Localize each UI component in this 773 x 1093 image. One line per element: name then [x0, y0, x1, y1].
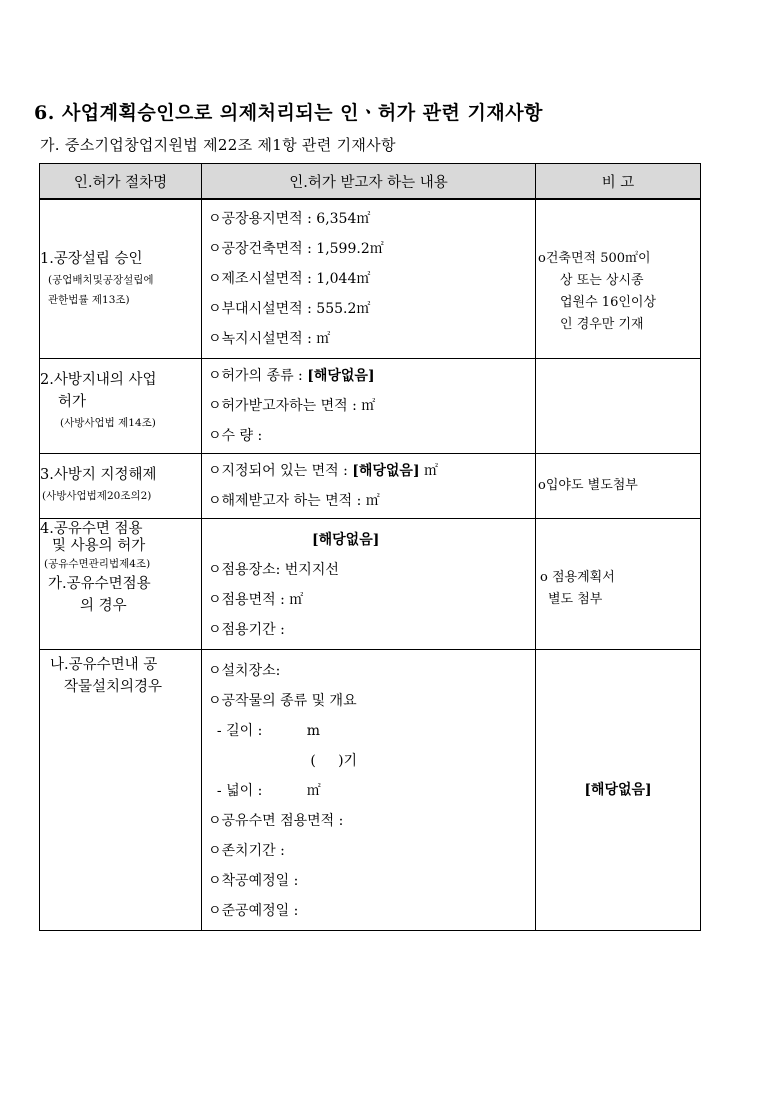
content-item	[202, 361, 535, 391]
remarks-cell	[536, 359, 701, 454]
content-cell	[202, 519, 536, 650]
status-badge: [해당없음]	[307, 368, 375, 384]
content-item: ㅇ녹지시설면적 : ㎡	[208, 331, 331, 347]
header-content: 인.허가 받고자 하는 내용	[202, 164, 536, 200]
remarks-line: o건축면적 500㎡이	[538, 251, 651, 266]
procedure-name: 4.공유수면 점용	[40, 521, 143, 537]
content-item: ㅇ점용면적 : ㎡	[208, 592, 304, 608]
procedure-law: 관한법률 제13조)	[48, 294, 130, 306]
remarks-cell	[536, 650, 701, 931]
content-cell	[202, 199, 536, 359]
content-item: ㅇ점용기간 :	[208, 622, 285, 638]
content-cell	[202, 650, 536, 931]
procedure-cell	[40, 519, 202, 650]
remarks-line: 인 경우만 기재	[560, 317, 644, 332]
remarks-line: 업원수 16인이상	[560, 295, 657, 310]
content-item: ㅇ수 량 :	[208, 428, 263, 444]
content-item: ㅇ공유수면 점용면적 :	[208, 813, 344, 829]
content-item: - 넓이 : ㎡	[208, 783, 321, 799]
status-badge: [해당없음]	[584, 782, 652, 798]
procedure-name: 및 사용의 허가	[52, 538, 146, 554]
procedure-cell	[40, 359, 202, 454]
table-row	[40, 199, 701, 359]
content-item: ㅇ제조시설면적 : 1,044㎡	[208, 271, 371, 287]
item-label: ㅇ허가의 종류 :	[208, 368, 308, 384]
sub-procedure-name: 작물설치의경우	[64, 679, 163, 695]
remarks-cell	[536, 454, 701, 519]
content-item: - 길이 : m	[208, 723, 321, 739]
procedure-law: (사방사업법 제14조)	[60, 417, 156, 429]
header-procedure: 인.허가 절차명	[40, 164, 202, 200]
table-row	[40, 650, 701, 931]
table-row	[40, 519, 701, 650]
content-item: ㅇ부대시설면적 : 555.2㎡	[208, 301, 371, 317]
sub-procedure-name: 의 경우	[80, 598, 127, 614]
content-item: ㅇ공장용지면적 : 6,354㎡	[208, 211, 371, 227]
procedure-cell	[40, 199, 202, 359]
procedure-law: (공유수면관리법제4조)	[44, 558, 151, 570]
section-subtitle: 가. 중소기업창업지원법 제22조 제1항 관련 기재사항	[40, 136, 396, 154]
procedure-name: 2.사방지내의 사업	[40, 372, 157, 388]
procedure-law: (사방사업법제20조의2)	[42, 490, 152, 502]
content-item: ( )기	[208, 753, 358, 769]
remarks-cell	[536, 519, 701, 650]
remarks-line: 별도 첨부	[548, 592, 603, 607]
remarks-cell	[536, 199, 701, 359]
content-item: ㅇ해제받고자 하는 면적 : ㎡	[208, 493, 380, 509]
header-remarks: 비 고	[536, 164, 701, 200]
item-label: ㅇ지정되어 있는 면적 :	[208, 463, 353, 479]
content-item: ㅇ준공예정일 :	[208, 903, 299, 919]
remarks-line: o입야도 별도첨부	[538, 478, 638, 493]
procedure-cell	[40, 650, 202, 931]
page-title: 6. 사업계획승인으로 의제처리되는 인ㆍ허가 관련 기재사항	[34, 102, 543, 124]
status-badge: [해당없음]	[312, 532, 380, 548]
content-cell	[202, 454, 536, 519]
content-item: ㅇ점용장소: 번지지선	[208, 562, 339, 578]
content-item	[202, 456, 535, 486]
procedure-law: (공업배치및공장설립에	[48, 274, 154, 286]
content-item: ㅇ공장건축면적 : 1,599.2㎡	[208, 241, 384, 257]
content-cell	[202, 359, 536, 454]
table-header-row	[40, 164, 701, 200]
status-badge: [해당없음]	[352, 463, 420, 479]
content-item: ㅇ공작물의 종류 및 개요	[208, 693, 357, 709]
content-item: ㅇ허가받고자하는 면적 : ㎡	[208, 398, 376, 414]
content-item: ㅇ착공예정일 :	[208, 873, 299, 889]
content-item: ㅇ설치장소:	[208, 663, 281, 679]
remarks-line: 상 또는 상시종	[560, 273, 644, 288]
sub-procedure-name: 나.공유수면내 공	[50, 657, 158, 673]
procedure-name: 허가	[58, 394, 87, 410]
procedure-name: 1.공장설립 승인	[40, 251, 143, 267]
remarks-line: o 점용계획서	[540, 570, 615, 585]
item-unit: ㎡	[419, 463, 439, 479]
table-row	[40, 454, 701, 519]
permit-table	[39, 163, 701, 931]
procedure-name: 3.사방지 지정해제	[40, 467, 157, 483]
sub-procedure-name: 가.공유수면점용	[48, 576, 151, 592]
procedure-cell	[40, 454, 202, 519]
content-item: ㅇ존치기간 :	[208, 843, 285, 859]
table-row	[40, 359, 701, 454]
